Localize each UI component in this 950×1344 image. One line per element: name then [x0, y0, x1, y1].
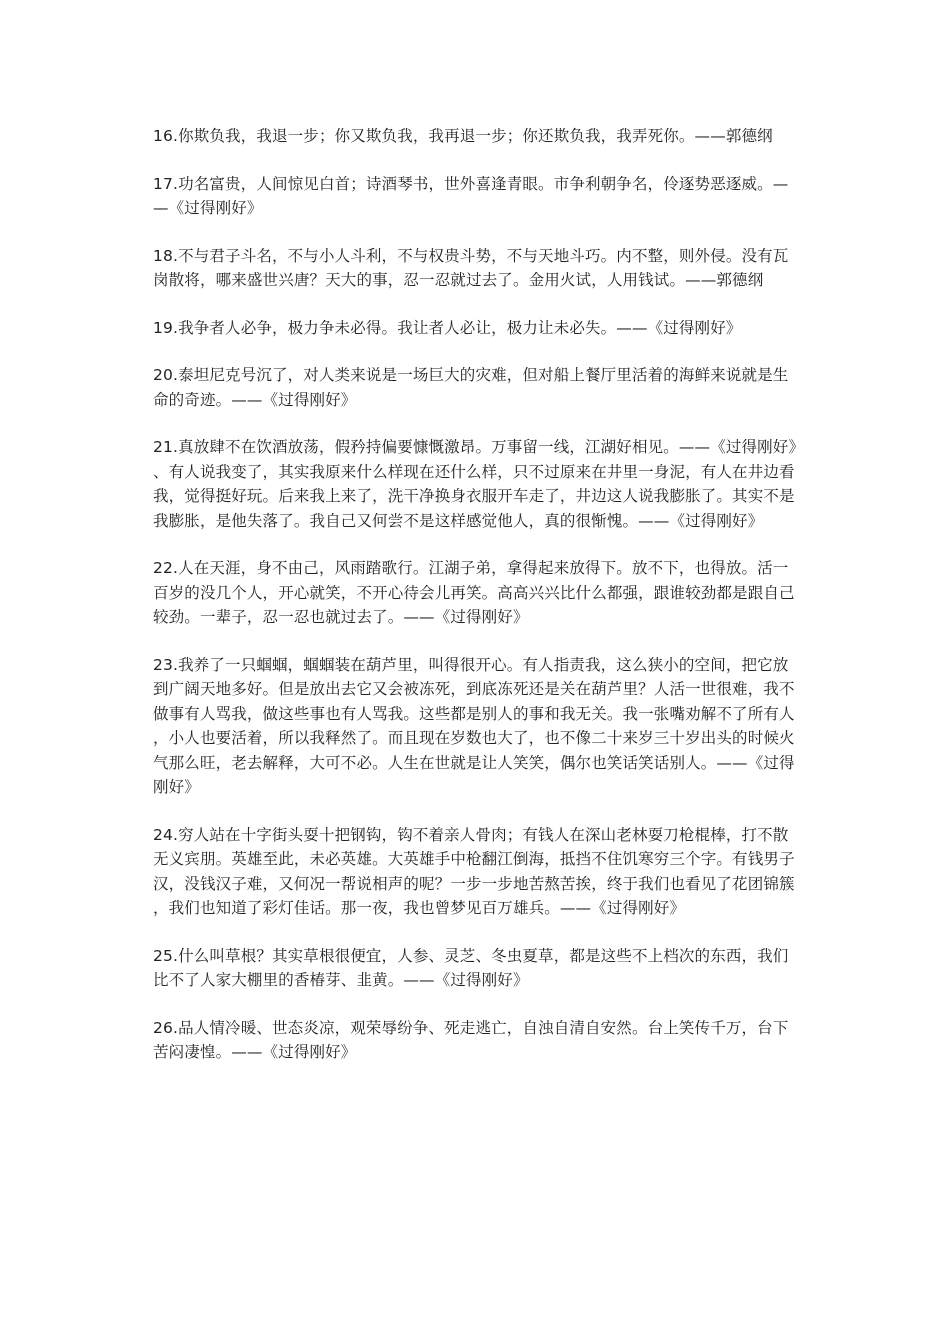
quote-23: 23.我养了一只蝈蝈，蝈蝈装在葫芦里，叫得很开心。有人指责我，这么狭小的空间，把它放到广阔天地多好。但是放出去它又会被冻死，到底冻死还是关在葫芦里？人活一世很难，我不做事有人骂我，做这些事也有人骂我。这些都是别人的事和我无关。我一张嘴劝解不了所有人，小人也要活着，所以我释然了。而且现在岁数也大了，也不像二十来岁三十岁出头的时候火气那么旺，老去解释，大可不必。人生在世就是让人笑笑，偶尔也笑话笑话别人。——《过得刚好》: [153, 655, 795, 796]
quote-20: 20.泰坦尼克号沉了，对人类来说是一场巨大的灾难，但对船上餐厅里活着的海鲜来说就是生命的奇迹。——《过得刚好》: [153, 366, 789, 409]
quote-25: 25.什么叫草根？其实草根很便宜，人参、灵芝、冬虫夏草，都是这些不上档次的东西，我们比不了人家大棚里的香椿芽、韭黄。——《过得刚好》: [153, 946, 789, 989]
quote-26: 26.品人情冷暖、世态炎凉，观荣辱纷争、死走逃亡，自浊自清自安然。台上笑传千万，台下苦闷凄惶。——《过得刚好》: [153, 1018, 789, 1061]
quote-list: [153, 124, 798, 1088]
quote-18: 18.不与君子斗名，不与小人斗利，不与权贵斗势，不与天地斗巧。内不整，则外侵。没有瓦岗散将，哪来盛世兴唐？天大的事，忍一忍就过去了。金用火试，人用钱试。——郭德纲: [153, 246, 789, 289]
quote-24: 24.穷人站在十字街头耍十把钢钩，钩不着亲人骨肉；有钱人在深山老林耍刀枪棍棒，打不散无义宾朋。英雄至此，未必英雄。大英雄手中枪翻江倒海，抵挡不住饥寒穷三个字。有钱男子汉，没钱汉子难，又何况一帮说相声的呢？一步一步地苦熬苦挨，终于我们也看见了花团锦簇，我们也知道了彩灯佳话。那一夜，我也曾梦见百万雄兵。——《过得刚好》: [153, 825, 795, 917]
quote-17: 17.功名富贵，人间惊见白首；诗酒琴书，世外喜逢青眼。市争利朝争名，伶逐势恶逐威。——《过得刚好》: [153, 174, 789, 217]
quote-22: 22.人在天涯，身不由己，风雨踏歌行。江湖子弟，拿得起来放得下。放不下，也得放。活一百岁的没几个人，开心就笑，不开心待会儿再笑。高高兴兴比什么都强，跟谁较劲都是跟自己较劲。一辈子，忍一忍也就过去了。——《过得刚好》: [153, 559, 795, 626]
quote-19: 19.我争者人必争，极力争未必得。我让者人必让，极力让未必失。——《过得刚好》: [153, 318, 742, 337]
quote-21: 21.真放肆不在饮酒放荡，假矜持偏要慷慨激昂。万事留一线，江湖好相见。——《过得刚好》、有人说我变了，其实我原来什么样现在还什么样，只不过原来在井里一身泥，有人在井边看我，觉得挺好玩。后来我上来了，洗干净换身衣服开车走了，井边这人说我膨胀了。其实不是我膨胀，是他失落了。我自己又何尝不是这样感觉他人，真的很惭愧。——《过得刚好》: [153, 438, 797, 530]
quote-16: 16.你欺负我，我退一步；你又欺负我，我再退一步；你还欺负我，我弄死你。——郭德纲: [153, 127, 773, 145]
